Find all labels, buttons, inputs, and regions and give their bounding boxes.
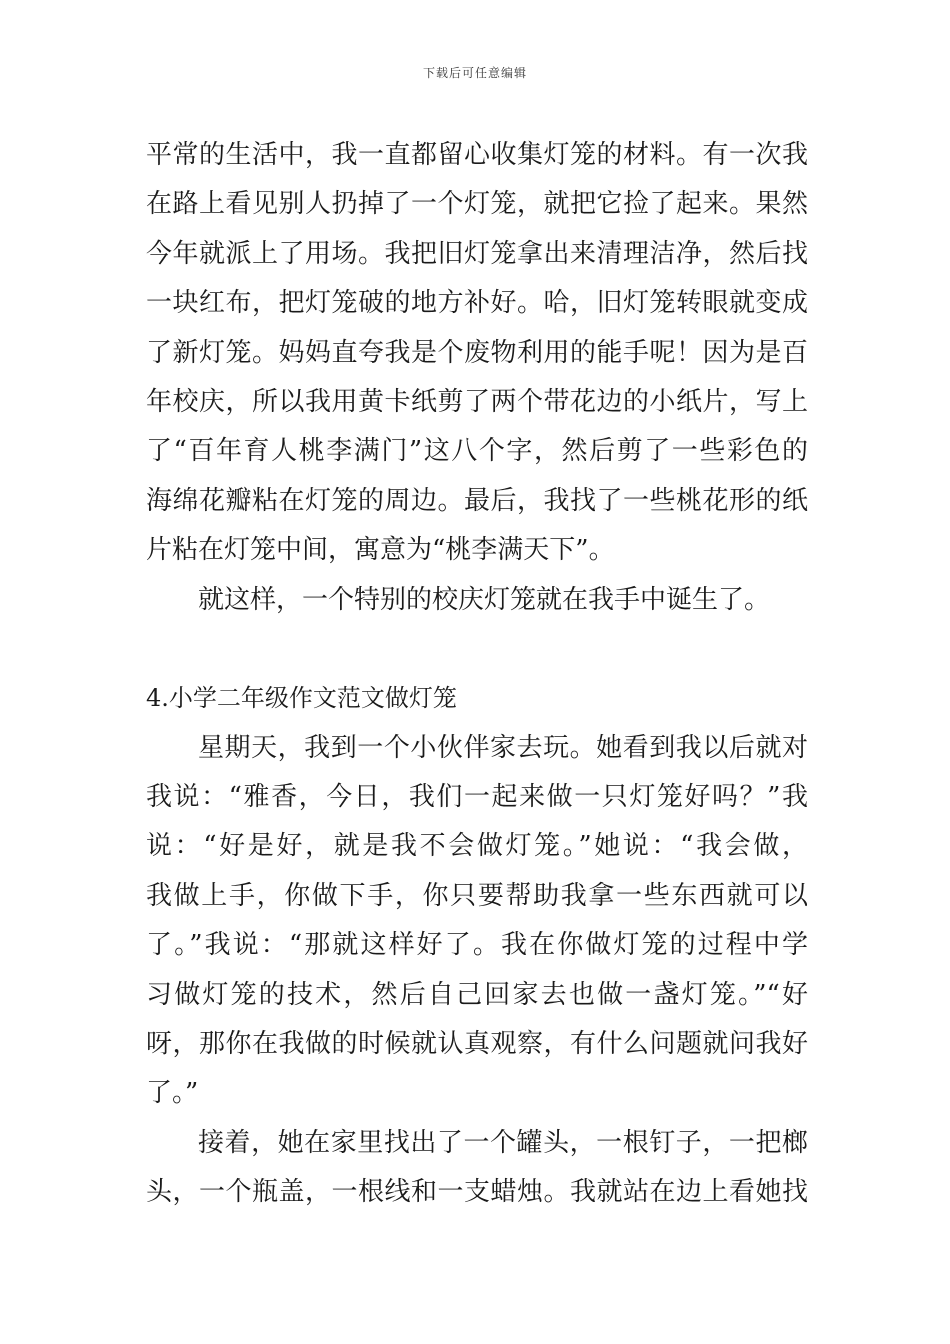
- section-spacer: [146, 625, 808, 674]
- text-line: 片粘在灯笼中间，寓意为“桃李满天下”。: [146, 535, 615, 566]
- text-line: 年校庆，所以我用黄卡纸剪了两个带花边的小纸片，写上: [146, 386, 808, 417]
- text-line: 今年就派上了用场。我把旧灯笼拿出来清理洁净，然后找: [146, 238, 808, 269]
- paragraph-closing: 就这样，一个特别的校庆灯笼就在我手中诞生了。: [198, 584, 771, 615]
- document-body: [146, 131, 808, 1218]
- text-line: 了。”我说：“那就这样好了。我在你做灯笼的过程中学: [146, 930, 808, 961]
- text-line: 头，一个瓶盖，一根线和一支蜡烛。我就站在边上看她找: [146, 1177, 808, 1208]
- paragraph-lantern-making: [146, 131, 808, 576]
- text-line: 我说：“雅香，今日，我们一起来做一只灯笼好吗？”我: [146, 782, 808, 813]
- text-line: 平常的生活中，我一直都留心收集灯笼的材料。有一次我: [146, 140, 808, 170]
- text-line: 习做灯笼的技术，然后自己回家去也做一盏灯笼。”“好: [146, 979, 808, 1010]
- text-line: 了。”: [146, 1078, 199, 1109]
- text-line: 呀，那你在我做的时候就认真观察，有什么问题就问我好: [146, 1029, 808, 1060]
- text-line: 了“百年育人桃李满门”这八个字，然后剪了一些彩色的: [146, 436, 808, 467]
- text-line: 星期天，我到一个小伙伴家去玩。她看到我以后就对: [198, 732, 808, 763]
- text-line: 了新灯笼。妈妈直夸我是个废物利用的能手呢！因为是百: [146, 337, 808, 368]
- text-line: 我做上手，你做下手，你只要帮助我拿一些东西就可以: [146, 880, 808, 911]
- paragraph-materials: [146, 1119, 808, 1218]
- section-heading: 4.小学二年级作文范文做灯笼: [146, 684, 457, 713]
- text-line: 海绵花瓣粘在灯笼的周边。最后，我找了一些桃花形的纸: [146, 485, 808, 516]
- text-line: 在路上看见别人扔掉了一个灯笼，就把它捡了起来。果然: [146, 189, 808, 220]
- paragraph-visit-friend: [146, 724, 808, 1119]
- page-header: 下载后可任意编辑: [422, 66, 527, 80]
- text-line: 一块红布，把灯笼破的地方补好。哈，旧灯笼转眼就变成: [146, 288, 808, 319]
- text-line: 接着，她在家里找出了一个罐头，一根钉子，一把榔: [198, 1127, 808, 1158]
- text-line: 说：“好是好，就是我不会做灯笼。”她说：“我会做，: [146, 831, 808, 862]
